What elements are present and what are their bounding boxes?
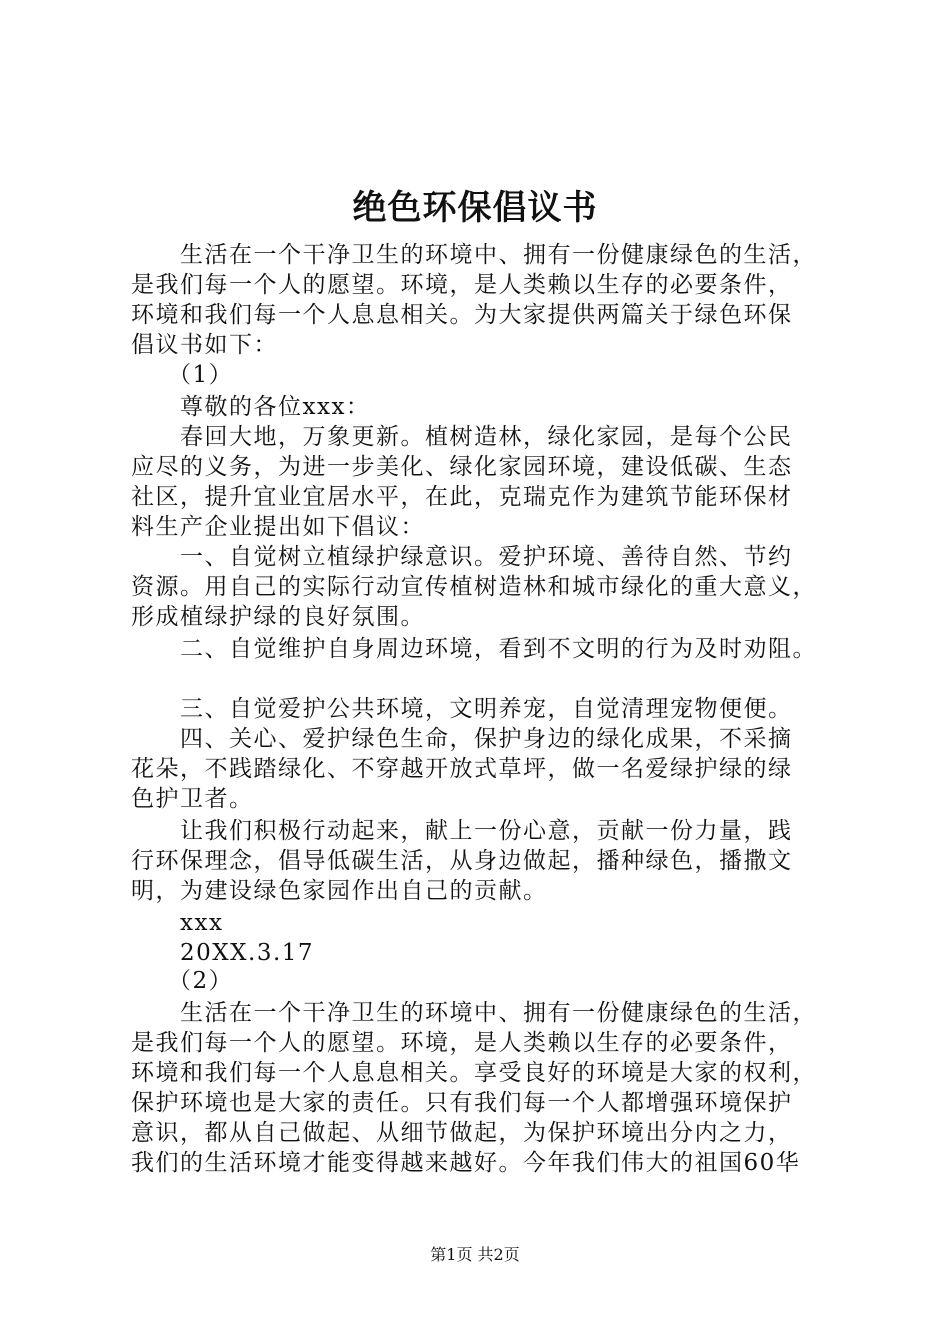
page-footer: 第1页 共2页 [430, 1245, 520, 1264]
paragraph-line: 明，为建设绿色家园作出自己的贡献。 [131, 878, 548, 904]
paragraph-line: 环境和我们每一个人息息相关。享受良好的环境是大家的权利， [131, 1060, 817, 1086]
section-marker: （1） [168, 362, 234, 388]
paragraph-line: 色护卫者。 [131, 786, 254, 812]
paragraph-line: 二、自觉维护自身周边环境，看到不文明的行为及时劝阻。 [180, 636, 817, 662]
paragraph-line: 是我们每一个人的愿望。环境，是人类赖以生存的必要条件， [131, 272, 793, 298]
document-title: 绝色环保倡议书 [352, 188, 598, 228]
section-marker: （2） [168, 968, 234, 994]
paragraph-line: 应尽的义务，为进一步美化、绿化家园环境，建设低碳、生态 [131, 454, 793, 480]
paragraph-line: 我们的生活环境才能变得越来越好。今年我们伟大的祖国60华 [131, 1150, 801, 1176]
paragraph-line: 春回大地，万象更新。植树造林，绿化家园，是每个公民 [180, 424, 793, 450]
paragraph-line: 一、自觉树立植绿护绿意识。爱护环境、善待自然、节约 [180, 544, 793, 570]
paragraph-line: 社区，提升宜业宜居水平，在此，克瑞克作为建筑节能环保材 [131, 484, 793, 510]
paragraph-line: 意识，都从自己做起、从细节做起，为保护环境出分内之力， [131, 1120, 793, 1146]
paragraph-line: 三、自觉爱护公共环境，文明养宠，自觉清理宠物便便。 [180, 696, 793, 722]
signature: xxx [180, 910, 224, 936]
date: 20XX.3.17 [180, 940, 315, 966]
paragraph-line: 环境和我们每一个人息息相关。为大家提供两篇关于绿色环保 [131, 302, 793, 328]
salutation: 尊敬的各位xxx： [180, 394, 371, 420]
paragraph-line: 资源。用自己的实际行动宣传植树造林和城市绿化的重大意义， [131, 574, 817, 600]
paragraph-line: 让我们积极行动起来，献上一份心意，贡献一份力量，践 [180, 818, 793, 844]
paragraph-line: 生活在一个干净卫生的环境中、拥有一份健康绿色的生活， [180, 1000, 817, 1026]
paragraph-line: 形成植绿护绿的良好氛围。 [131, 604, 425, 630]
paragraph-line: 花朵，不践踏绿化、不穿越开放式草坪，做一名爱绿护绿的绿 [131, 756, 793, 782]
paragraph-line: 生活在一个干净卫生的环境中、拥有一份健康绿色的生活， [180, 242, 817, 268]
paragraph-line: 倡议书如下： [131, 332, 278, 358]
paragraph-line: 行环保理念，倡导低碳生活，从身边做起，播种绿色，播撒文 [131, 848, 793, 874]
paragraph-line: 料生产企业提出如下倡议： [131, 514, 425, 540]
paragraph-line: 保护环境也是大家的责任。只有我们每一个人都增强环境保护 [131, 1090, 793, 1116]
paragraph-line: 四、关心、爱护绿色生命，保护身边的绿化成果，不采摘 [180, 726, 793, 752]
paragraph-line: 是我们每一个人的愿望。环境，是人类赖以生存的必要条件， [131, 1030, 793, 1056]
